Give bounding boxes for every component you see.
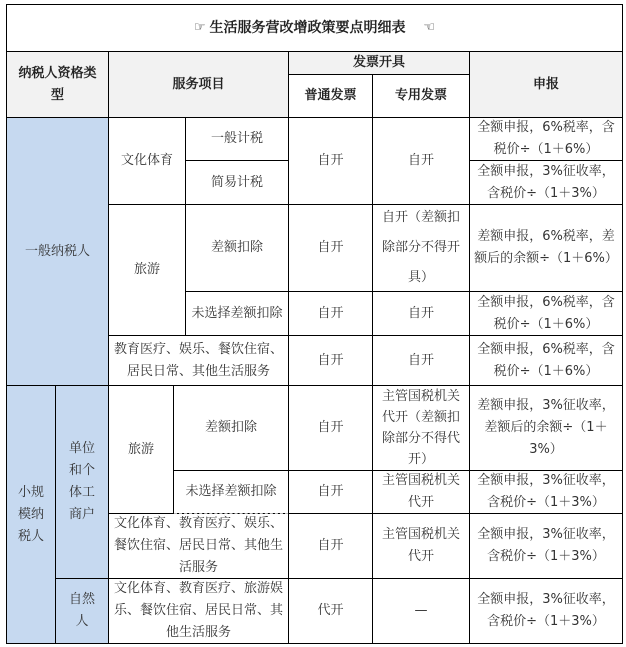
general-general-taxation-cell: 一般计税	[185, 117, 289, 161]
general-other-special: 自开	[372, 335, 470, 386]
pointing-left-hand-icon: ☜	[423, 20, 436, 35]
small-natural-person-label: 自然人	[55, 578, 109, 644]
small-tourism-deduction-cell: 差额扣除	[173, 385, 289, 471]
general-simple-taxation-cell: 简易计税	[185, 160, 289, 205]
small-tourism-no-deduction-declaration: 全额申报，3%征收率，含税价÷（1＋3%）	[469, 470, 623, 514]
general-tourism-deduction-ordinary: 自开	[288, 204, 373, 292]
general-tourism-deduction-declaration: 差额申报，6%税率，差额后的余额÷（1＋6%）	[469, 204, 623, 292]
header-ordinary-invoice: 普通发票	[288, 74, 373, 118]
header-service-item: 服务项目	[108, 51, 289, 118]
dashed-divider	[174, 513, 288, 514]
small-tourism-no-deduction-special: 主管国税机关代开	[372, 470, 470, 514]
small-tourism-no-deduction-ordinary: 自开	[288, 470, 373, 514]
small-tourism-cell: 旅游	[108, 385, 174, 514]
small-natural-special: —	[372, 578, 470, 644]
small-taxpayer-label: 小规模纳税人	[6, 385, 56, 644]
table-title-text: 生活服务营改增政策要点明细表	[209, 20, 406, 36]
small-tourism-deduction-declaration: 差额申报，3%征收率，差额后的余额÷（1＋3%）	[469, 385, 623, 471]
general-tourism-no-deduction-declaration: 全额申报，6%税率，含税价÷（1＋6%）	[469, 291, 623, 336]
general-taxpayer-label: 一般纳税人	[6, 117, 109, 386]
small-tourism-deduction-special: 主管国税机关代开（差额扣除部分不得代开）	[372, 385, 470, 471]
pointing-right-hand-icon: ☞	[193, 20, 206, 35]
general-culture-simple-declaration: 全额申报，3%征收率，含税价÷（1＋3%）	[469, 160, 623, 205]
small-unit-label: 单位和个体工商户	[55, 385, 109, 579]
general-culture-special-invoice: 自开	[372, 117, 470, 205]
small-tourism-deduction-ordinary: 自开	[288, 385, 373, 471]
general-other-ordinary: 自开	[288, 335, 373, 386]
header-taxpayer-type: 纳税人资格类型	[6, 51, 109, 118]
header-special-invoice: 专用发票	[372, 74, 470, 118]
general-tourism-no-deduction-cell: 未选择差额扣除	[185, 291, 289, 336]
general-culture-sports-cell: 文化体育	[108, 117, 186, 205]
header-declaration: 申报	[469, 51, 623, 118]
small-unit-other-declaration: 全额申报，3%征收率，含税价÷（1＋3%）	[469, 513, 623, 579]
general-culture-general-declaration: 全额申报，6%税率，含税价÷（1＋6%）	[469, 117, 623, 161]
table-title	[6, 4, 623, 52]
small-natural-services-cell: 文化体育、教育医疗、旅游娱乐、餐饮住宿、居民日常、其他生活服务	[108, 578, 289, 644]
small-natural-ordinary: 代开	[288, 578, 373, 644]
general-culture-ordinary-invoice: 自开	[288, 117, 373, 205]
general-other-services-cell: 教育医疗、娱乐、餐饮住宿、居民日常、其他生活服务	[108, 335, 289, 386]
small-tourism-no-deduction-cell: 未选择差额扣除	[173, 470, 289, 514]
general-tourism-no-deduction-ordinary: 自开	[288, 291, 373, 336]
general-tourism-cell: 旅游	[108, 204, 186, 336]
general-tourism-no-deduction-special: 自开	[372, 291, 470, 336]
small-unit-other-services-cell: 文化体育、教育医疗、娱乐、餐饮住宿、居民日常、其他生活服务	[108, 513, 289, 579]
small-unit-other-special: 主管国税机关代开	[372, 513, 470, 579]
general-tourism-deduction-cell: 差额扣除	[185, 204, 289, 292]
small-unit-other-ordinary: 自开	[288, 513, 373, 579]
small-natural-declaration: 全额申报，3%征收率，含税价÷（1＋3%）	[469, 578, 623, 644]
header-invoice: 发票开具	[288, 51, 470, 75]
general-tourism-deduction-special: 自开（差额扣除部分不得开具）	[372, 204, 470, 292]
general-other-declaration: 全额申报，6%税率，含税价÷（1＋6%）	[469, 335, 623, 386]
